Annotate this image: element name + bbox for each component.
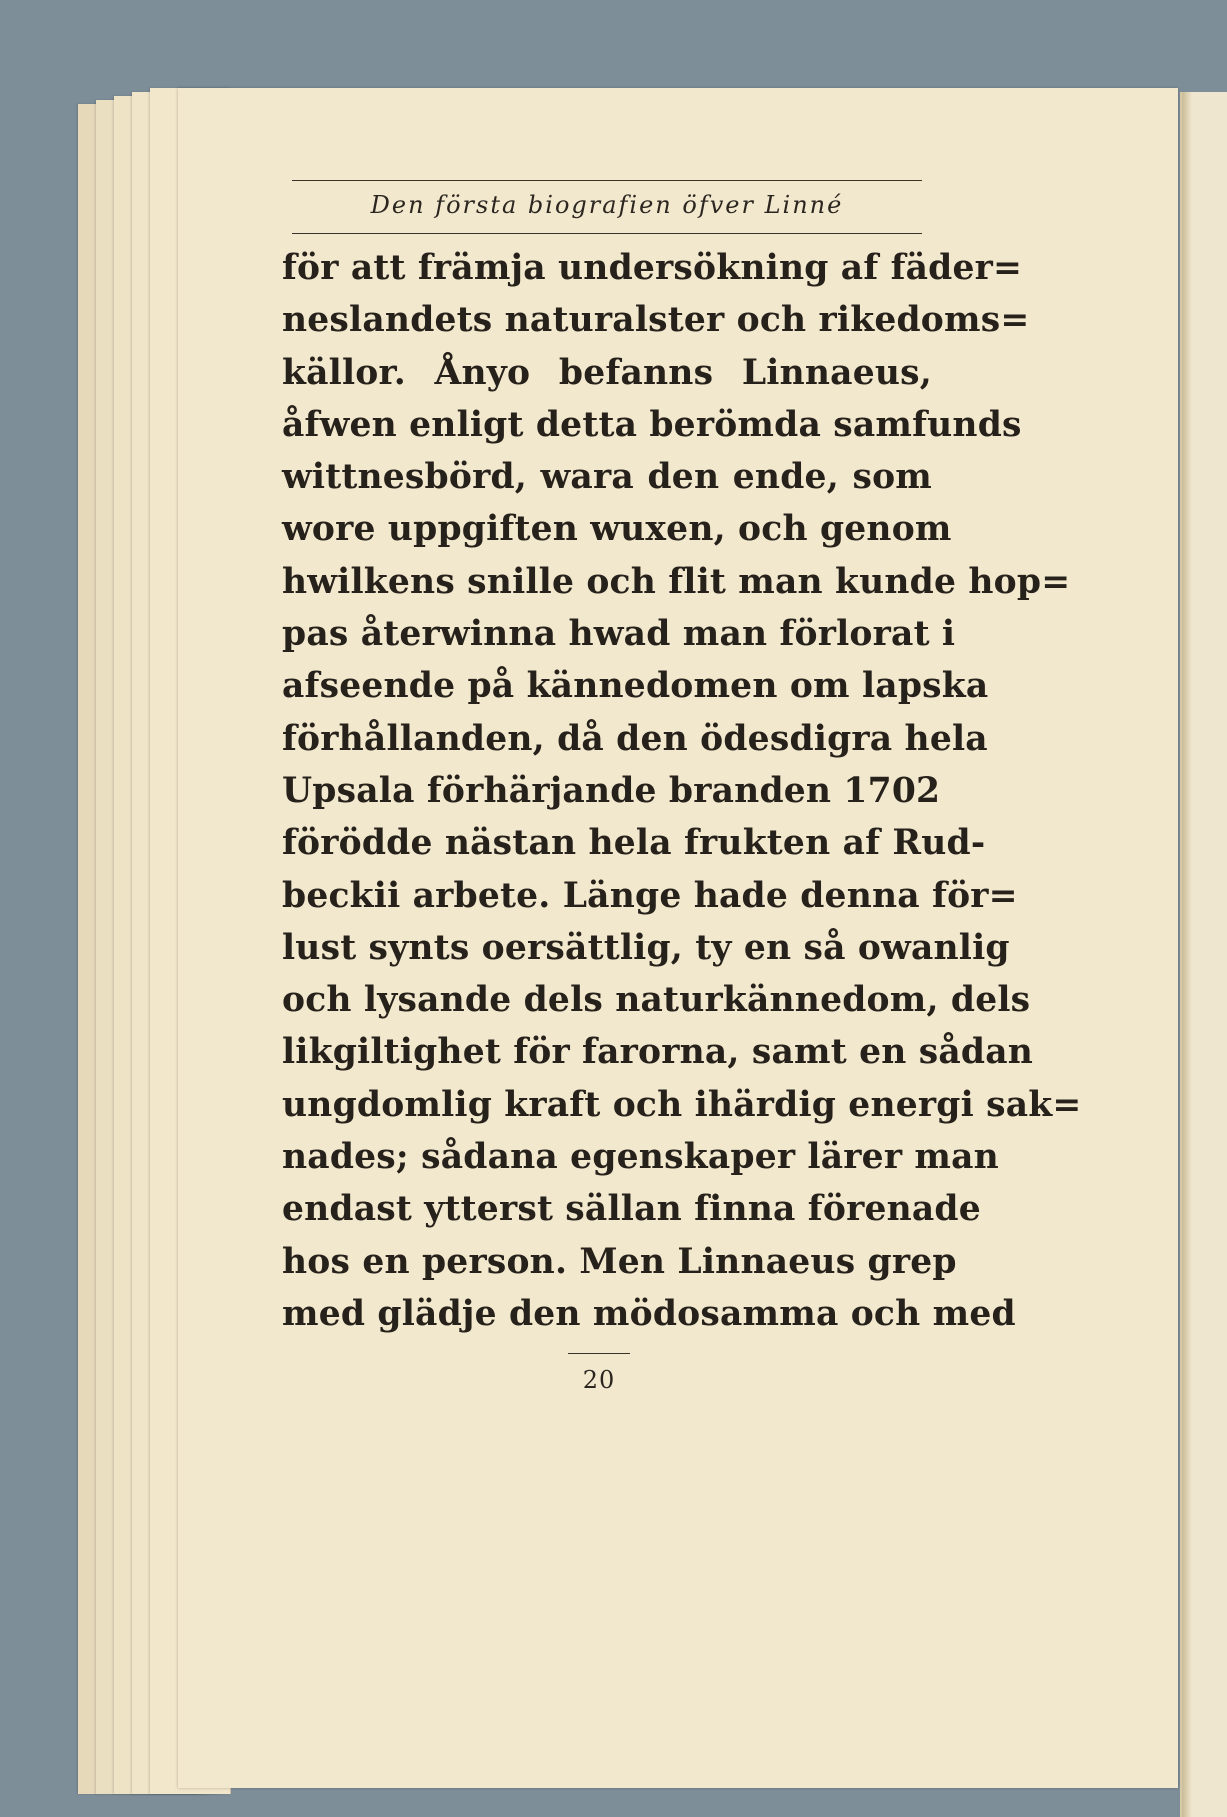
text-line: för att främja undersökning af fäder= [282, 248, 1023, 288]
page-number: 20 [582, 1366, 616, 1394]
text-line: neslandets naturalster och rikedoms= [282, 300, 1030, 341]
text-line: afseende på kännedomen om lapska [282, 666, 989, 707]
text-line: förhållanden, då den ödesdigra hela [282, 718, 988, 759]
text-line: källor. Ånyo befanns Linnaeus, [282, 352, 932, 393]
text-line: wittnesbörd, wara den ende, som [282, 457, 932, 498]
text-line: förödde nästan hela frukten af Rud- [282, 823, 986, 864]
text-line: och lysande dels naturkännedom, dels [282, 980, 1031, 1021]
text-line: hwilkens snille och flit man kunde hop= [282, 561, 1071, 602]
book-gutter [1182, 92, 1192, 1817]
text-line: pas återwinna hwad man förlorat i [282, 614, 956, 655]
text-line: nades; sådana egenskaper lärer man [282, 1137, 999, 1178]
text-line: wore uppgiften wuxen, och genom [282, 509, 952, 550]
text-line: beckii arbete. Länge hade denna för= [282, 875, 1018, 916]
running-head-title: Den första biografien öfver Linné [370, 191, 844, 219]
body-text [282, 242, 1082, 1340]
text-line: ungdomlig kraft och ihärdig energi sak= [282, 1084, 1082, 1125]
running-head [292, 180, 922, 234]
text-line: hos en person. Men Linnaeus grep [282, 1241, 957, 1282]
text-line: lust synts oersättlig, ty en så owanlig [282, 927, 1010, 968]
text-line: åfwen enligt detta berömda samfunds [282, 404, 1022, 445]
text-line: likgiltighet för farorna, samt en sådan [282, 1032, 1034, 1073]
folio-rule [568, 1353, 630, 1354]
text-line: Upsala förhärjande branden 1702 [282, 770, 941, 811]
next-page-edge [1180, 92, 1227, 1817]
text-line: med glädje den mödosamma och med [282, 1293, 1016, 1334]
text-line: endast ytterst sällan finna förenade [282, 1189, 981, 1230]
